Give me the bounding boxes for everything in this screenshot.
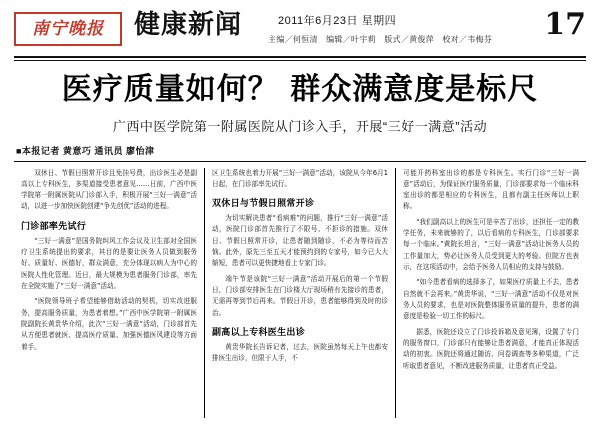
masthead-info — [256, 7, 586, 45]
article-byline: ■本报记者 黄意巧 通讯员 廖怡津 — [16, 145, 155, 156]
column-1 — [14, 168, 204, 418]
paragraph: 据悉，医院还设立了门诊投诉箱及意见簿，设置了专门的服务窗口，门诊部只有能够让患者满意，才能真正体现活动的初衷。医院还将通过随访、问卷调查等多种渠道，广泛听取患者意见，不断改进服务质量，让患者真正受益。 — [403, 327, 579, 370]
masthead — [14, 7, 586, 54]
masthead-rule-thin — [14, 60, 586, 61]
paragraph: “如今患者看病的选择多了，如果医疗质量上不去，患者自然就不会再来。”黄贵华说，“三好一满意”活动不仅是对医务人员的要求，也是对医院整体服务质量的提升，患者的满意度是检验一切工作的标尺。 — [403, 278, 579, 321]
paragraph: 为切实解决患者“看病难”的问题，推行“三好一满意”活动，医院门诊部首先推行了不限号、不拒诊的措施。双休日、节假日照常开诊，让患者随到随诊，不必为等待而苦恼。此外，原先三至五天才能预约到的专家号，如今已大大缩短，患者可以更快捷地看上专家门诊。 — [212, 214, 388, 268]
article-body — [14, 168, 586, 418]
page-number: 17 — [544, 7, 586, 42]
newspaper-logo — [14, 12, 122, 46]
editorial-credits: 主编／何恒清 编辑／叶宇莉 版式／黄俊萍 校对／韦梅芬 — [268, 35, 493, 44]
article-headline: 医疗质量如何？ 群众满意度是标尺 — [61, 72, 539, 107]
newspaper-logo-text: 南宁晚报 — [32, 18, 104, 39]
column-2 — [204, 168, 395, 418]
paragraph: 端午节是该院“三好一满意”活动开展后的第一个节假日，门诊部安排医生在门诊楼大厅现场稍有先接诊的患者，无需再等到节后再来。节假日开诊，患者能够得到及时的诊治。 — [212, 274, 388, 317]
byline-rule — [14, 161, 586, 162]
article-subheadline: 广西中医学院第一附属医院从门诊入手，开展“三好一满意”活动 — [112, 118, 488, 134]
masthead-rule-thick — [14, 56, 586, 58]
section-subheading: 门诊部率先试行 — [21, 221, 87, 232]
section-subheading: 双休日与节假日照常开诊 — [212, 199, 315, 210]
paragraph: 区卫生系统也着力开展“三好一满意”活动，该院从今年6月1日起，在门诊部率先试行。 — [212, 168, 388, 188]
publication-date: 2011年6月23日 星期四 — [278, 15, 397, 27]
section-title: 健康新闻 — [134, 10, 243, 40]
paragraph: “医院领导班子希望能够借助活动的契机，切实改进服务，提高服务质量，为患者着想。”广西中医学院第一附属医院副院长黄贵华介绍，此次“三好一满意”活动，门诊部首先从方便患者就医、提高医疗质量、加强医德医风建设等方面着手。 — [21, 297, 197, 351]
paragraph: “我们副高以上的医生可是辛苦了出诊，还担任一定的教学任务，未来就够的了，以后看病的专科医生，门诊部要求每一个临床。”黄院长坦言，“三好一满意”活动让医务人员的工作量加大，势必让医务人员受到更大的考验。但院方也表示，在这项活动中，会给予医务人员相应的支持与鼓励。 — [403, 217, 579, 272]
paragraph: 可能开药科室出诊的都是专科医生。实行门诊“三好一满意”活动后，为保证医疗服务质量，门诊部要求每一个临床科室出诊的都是相应的专科医生，且都有副主任医师以上职称。 — [403, 168, 579, 211]
column-3 — [395, 168, 586, 418]
paragraph: 黄贵华院长告诉记者，过去，医院虽然每天上午也都安排医生出诊，但限于人手，不 — [212, 343, 388, 363]
paragraph: 双休日、节假日照常开诊且免挂号费，出诊医生必是副高以上专科医生，多渠道接受患者意见……日前，广西中医学院第一附属医院从门诊部入手，积极开展“三好一满意”活动，以进一步加快医院创建“争先创优”活动的进程。 — [21, 168, 197, 211]
section-subheading: 副高以上专科医生出诊 — [212, 328, 306, 339]
paragraph: “三好一满意”是国务院纠风工作会议及卫生部对全国医疗卫生系统提出的要求，其目的是要让医务人员做到服务好、质量好、医德好，群众满意，充分体现以病人为中心的医院人性化管理。近日，最大规模为患者服务门诊部，率先在全院实施了“三好一满意”活动。 — [21, 236, 197, 291]
